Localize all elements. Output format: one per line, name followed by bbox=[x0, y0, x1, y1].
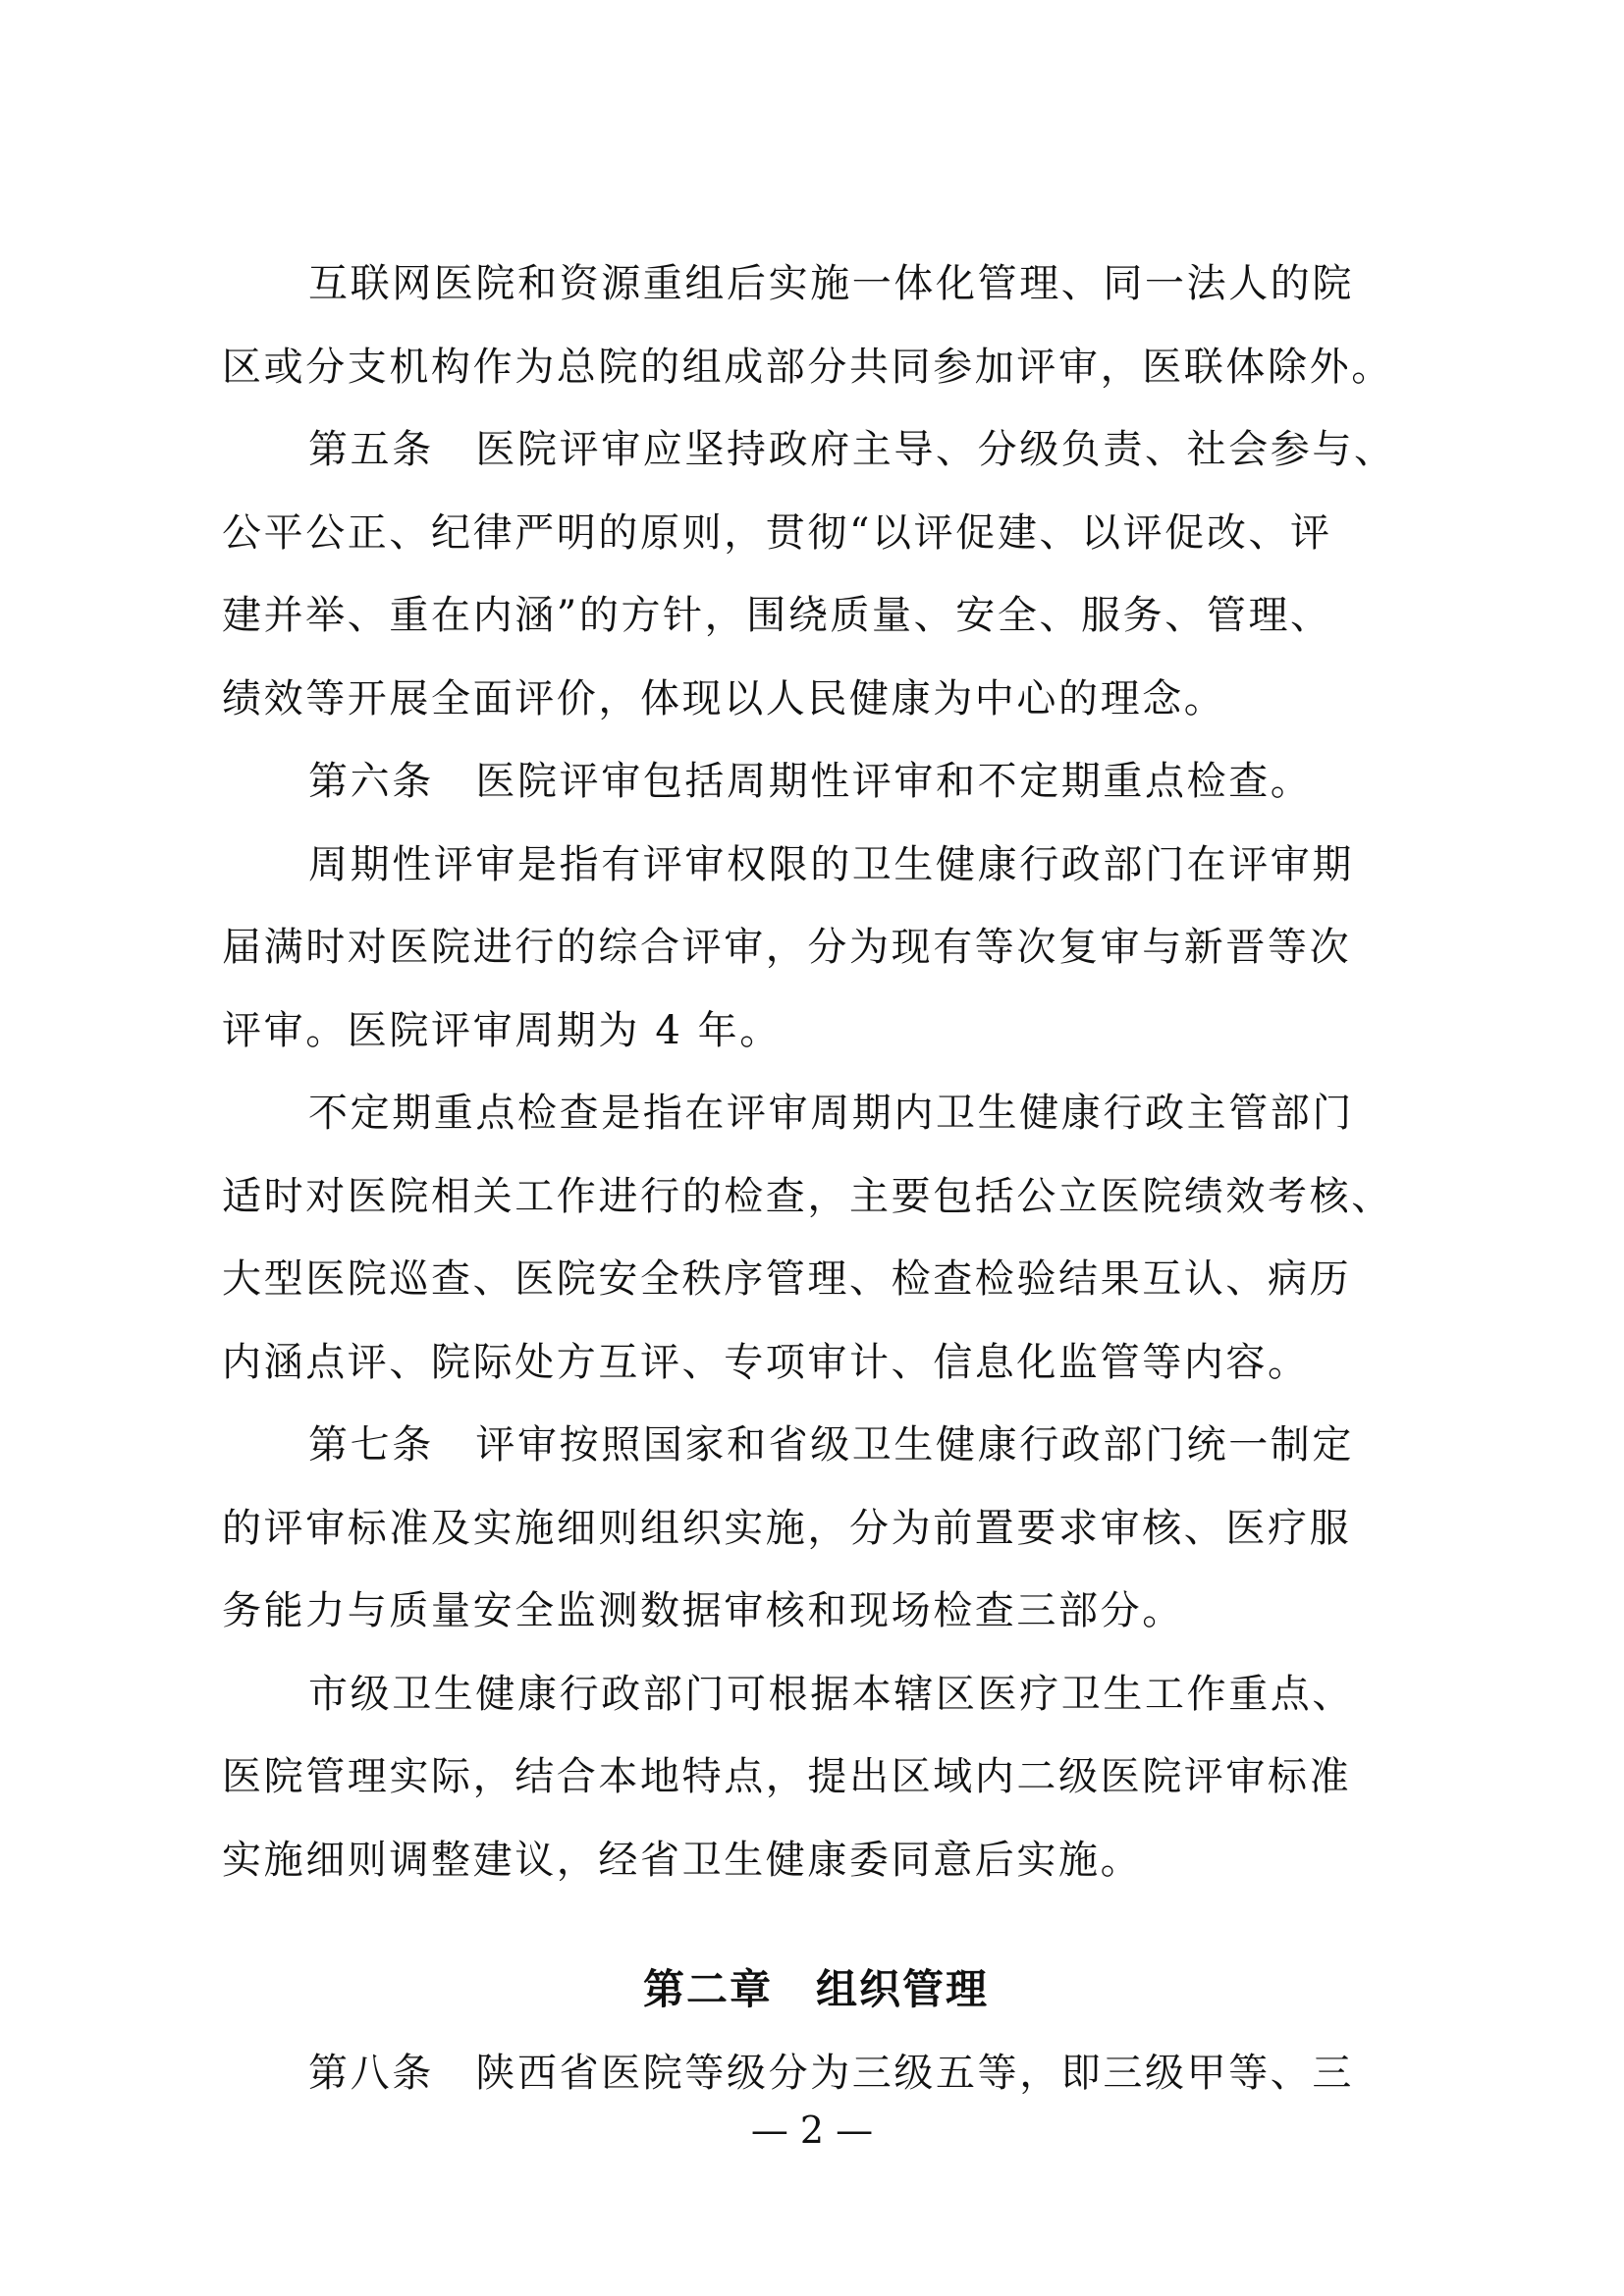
text-line: 第六条 医院评审包括周期性评审和不定期重点检查。 bbox=[308, 759, 1313, 804]
text-line: 第七条 评审按照国家和省级卫生健康行政部门统一制定 bbox=[308, 1422, 1354, 1468]
text-line: 务能力与质量安全监测数据审核和现场检查三部分。 bbox=[222, 1588, 1184, 1633]
text-line: 建并举、重在内涵”的方针，围绕质量、安全、服务、管理、 bbox=[222, 593, 1332, 638]
text-line: 公平公正、纪律严明的原则，贯彻“以评促建、以评促改、评 bbox=[222, 510, 1332, 556]
text-line: 绩效等开展全面评价，体现以人民健康为中心的理念。 bbox=[222, 676, 1226, 721]
text-line: 不定期重点检查是指在评审周期内卫生健康行政主管部门 bbox=[308, 1091, 1354, 1136]
text-line: 互联网医院和资源重组后实施一体化管理、同一法人的院 bbox=[308, 261, 1354, 306]
text-line: 周期性评审是指有评审权限的卫生健康行政部门在评审期 bbox=[308, 842, 1354, 887]
text-line: 适时对医院相关工作进行的检查，主要包括公立医院绩效考核、 bbox=[222, 1174, 1393, 1219]
text-line: 的评审标准及实施细则组织实施，分为前置要求审核、医疗服 bbox=[222, 1506, 1352, 1551]
text-line: 内涵点评、院际处方互评、专项审计、信息化监管等内容。 bbox=[222, 1340, 1310, 1385]
chapter-heading: 第二章 组织管理 bbox=[642, 1965, 989, 2013]
text-line: 大型医院巡查、医院安全秩序管理、检查检验结果互认、病历 bbox=[222, 1256, 1352, 1302]
text-line: 市级卫生健康行政部门可根据本辖区医疗卫生工作重点、 bbox=[308, 1672, 1354, 1717]
page-number: — 2 — bbox=[750, 2109, 874, 2152]
text-line: 届满时对医院进行的综合评审，分为现有等次复审与新晋等次 bbox=[222, 925, 1352, 970]
text-line: 区或分支机构作为总院的组成部分共同参加评审，医联体除外。 bbox=[222, 345, 1393, 390]
text-line: 第五条 医院评审应坚持政府主导、分级负责、社会参与、 bbox=[308, 427, 1396, 472]
text-line: 医院管理实际，结合本地特点，提出区域内二级医院评审标准 bbox=[222, 1754, 1352, 1799]
text-line: 实施细则调整建议，经省卫生健康委同意后实施。 bbox=[222, 1838, 1143, 1883]
text-line: 评审。医院评审周期为 4 年。 bbox=[222, 1008, 782, 1053]
text-line: 第八条 陕西省医院等级分为三级五等，即三级甲等、三 bbox=[308, 2051, 1354, 2096]
